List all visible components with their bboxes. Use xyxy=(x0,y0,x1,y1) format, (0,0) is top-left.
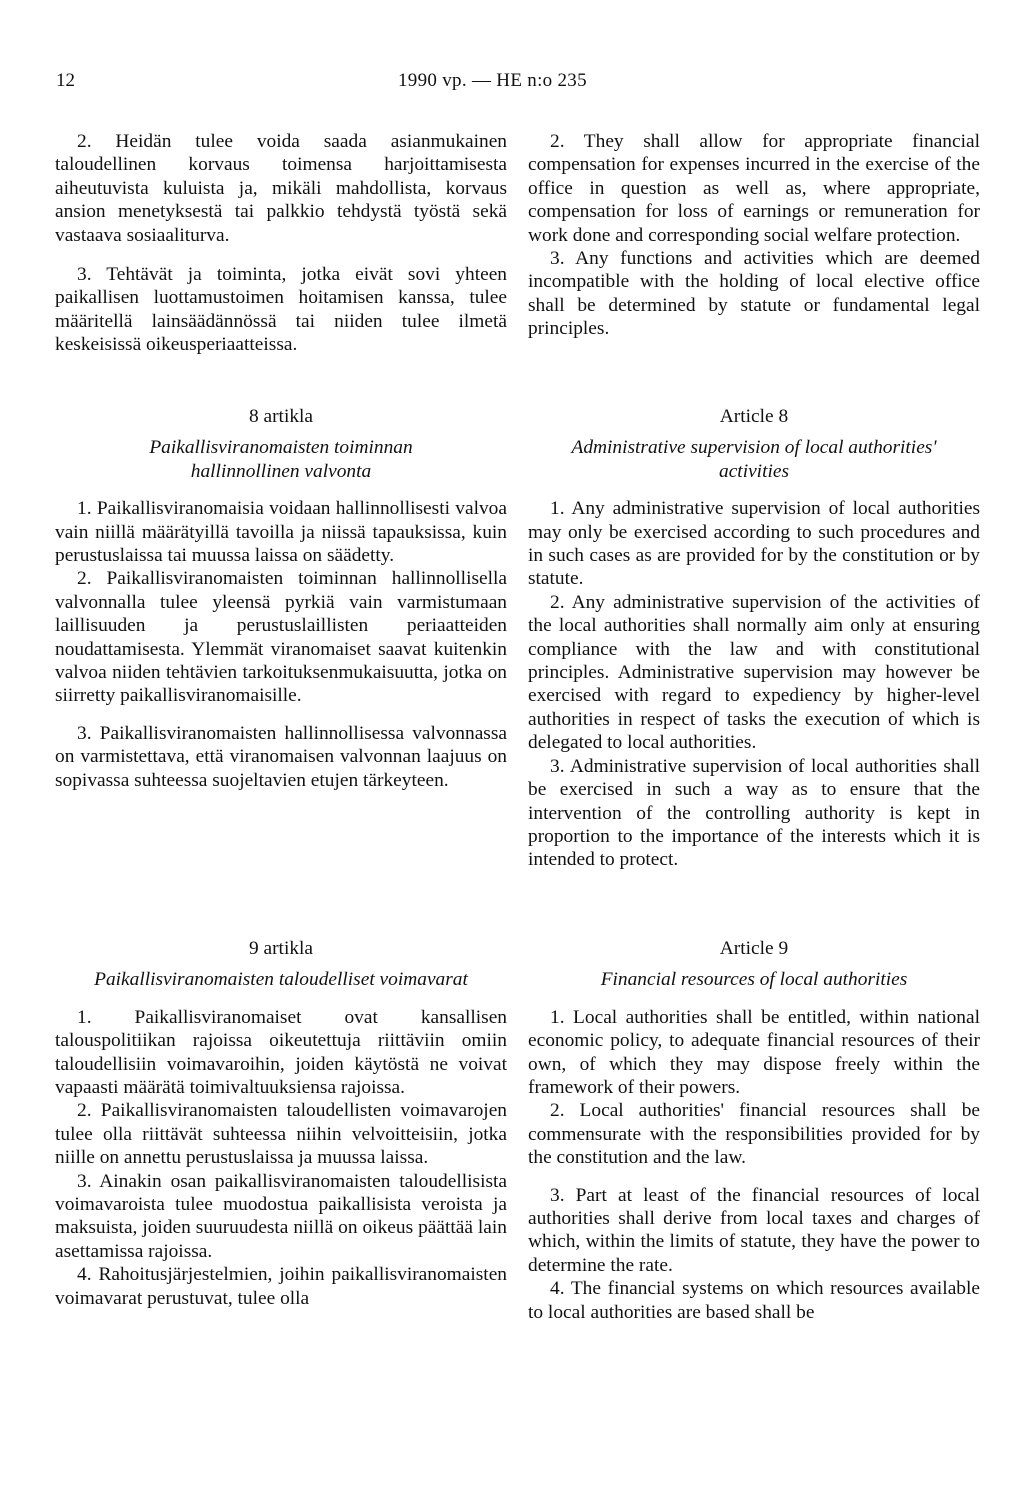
en-a9-paragraph-2: 2. Local authorities' financial resources shall be commensurate with the responsibilities provided for by the constitution and the law. xyxy=(528,1100,980,1169)
fi-a9-paragraph-2: 2. Paikallisviranomaisten taloudellisten voimavarojen tulee olla riittävät suhteessa niihin velvoitteisiin, jotka niille on annettu perustuslaissa ja muussa laissa. xyxy=(55,1100,507,1169)
fi-a7-paragraph-2: 2. Heidän tulee voida saada asianmukainen taloudellinen korvaus toimensa harjoittamisesta aiheutuvista kuluista ja, mikäli mahdollista, korvaus ansion menetyksestä tai palkkio tehdystä työstä sekä vastaava sosiaaliturva. xyxy=(55,131,507,246)
fi-article9-section xyxy=(55,937,507,1310)
en-article9-heading: Article 9 xyxy=(719,938,789,959)
fi-a8-paragraph-3: 3. Paikallisviranomaisten hallinnollisessa valvonnassa on varmistettava, että viranomaisen valvonnan laajuus on sopivassa suhteessa suojeltavien etujen tärkeyteen. xyxy=(55,722,507,791)
en-article7-section xyxy=(528,130,980,341)
fi-a9-paragraph-4: 4. Rahoitusjärjestelmien, joihin paikallisviranomaisten voimavarat perustuvat, tulee olla xyxy=(55,1264,507,1309)
fi-article8-section xyxy=(55,405,507,792)
en-a8-paragraph-2: 2. Any administrative supervision of the activities of the local authorities shall normally aim only at ensuring compliance with the law and with constitutional principles. Administrative supervision may however be exercised with regard to expediency by higher-level authorities in respect of tasks the execution of which is delegated to local authorities. xyxy=(528,591,980,754)
fi-article9-heading: 9 artikla xyxy=(248,938,314,959)
en-a7-paragraph-3: 3. Any functions and activities which are deemed incompatible with the holding of local elective office shall be determined by statute or fundamental legal principles. xyxy=(528,248,980,340)
fi-a9-paragraph-1: 1. Paikallisviranomaiset ovat kansallisen talouspolitiikan rajoissa oikeutettuja riittäviin omiin taloudellisiin voimavaroihin, joiden käytöstä ne voivat vapaasti määrätä toimivaltuuksiensa rajoissa. xyxy=(55,1006,507,1099)
fi-article9-title: Paikallisviranomaisten taloudelliset voimavarat xyxy=(94,969,468,991)
en-a7-paragraph-2: 2. They shall allow for appropriate financial compensation for expenses incurred in the exercise of the office in question as well as, where appropriate, compensation for loss of earnings or remuneration for work done and corresponding social welfare protection. xyxy=(528,131,980,246)
en-article9-section xyxy=(528,937,980,1324)
fi-a9-paragraph-3: 3. Ainakin osan paikallisviranomaisten taloudellisista voimavaroista tulee muodostua paikallisista veroista ja maksuista, joiden suuruudesta niillä on oikeus päättää lain asettamissa rajoissa. xyxy=(55,1170,507,1262)
running-head: 1990 vp. — HE n:o 235 xyxy=(398,70,587,91)
page-number: 12 xyxy=(56,70,75,91)
fi-article7-section xyxy=(55,130,507,357)
fi-a8-paragraph-2: 2. Paikallisviranomaisten toiminnan hallinnollisella valvonnalla tulee yleensä pyrkiä vain varmistumaan laillisuuden ja perustuslaillisten periaatteiden noudattamisesta. Ylemmät viranomaiset saavat kuitenkin valvoa niiden tehtävien tarkoituksenmukaisuutta, jotka on siirretty paikallisviranomaisille. xyxy=(55,568,507,707)
en-article8-title: Administrative supervision of local authorities' activities xyxy=(571,437,937,482)
en-a8-paragraph-1: 1. Any administrative supervision of local authorities may only be exercised according to such procedures and in such cases as are provided for by the constitution or by statute. xyxy=(528,498,980,590)
en-a8-paragraph-3: 3. Administrative supervision of local authorities shall be exercised in such a way as to ensure that the intervention of the controlling authority is kept in proportion to the importance of the interests which it is intended to protect. xyxy=(528,755,980,871)
page-header xyxy=(0,70,1024,100)
fi-article8-heading: 8 artikla xyxy=(248,406,314,427)
en-article9-title: Financial resources of local authorities xyxy=(600,969,908,991)
en-article8-heading: Article 8 xyxy=(719,406,789,427)
en-a9-paragraph-4: 4. The financial systems on which resources available to local authorities are based shall be xyxy=(528,1278,980,1323)
en-a9-paragraph-3: 3. Part at least of the financial resources of local authorities shall derive from local taxes and charges of which, within the limits of statute, they have the power to determine the rate. xyxy=(528,1184,980,1276)
fi-a7-paragraph-3: 3. Tehtävät ja toiminta, jotka eivät sovi yhteen paikallisen luottamustoimen hoitamisen kanssa, tulee määritellä lainsäädännössä tai niiden tulee ilmetä keskeisissä oikeusperiaatteissa. xyxy=(55,264,507,356)
en-a9-paragraph-1: 1. Local authorities shall be entitled, within national economic policy, to adequate financial resources of their own, of which they may dispose freely within the framework of their powers. xyxy=(528,1006,980,1099)
fi-a8-paragraph-1: 1. Paikallisviranomaisia voidaan hallinnollisesti valvoa vain niillä määrätyillä tavoilla ja niissä tapauksissa, kuin perustuslaissa tai muussa laissa on säädetty. xyxy=(55,498,507,567)
fi-article8-title: Paikallisviranomaisten toiminnan hallinnollinen valvonta xyxy=(149,437,413,482)
en-article8-section xyxy=(528,405,980,872)
